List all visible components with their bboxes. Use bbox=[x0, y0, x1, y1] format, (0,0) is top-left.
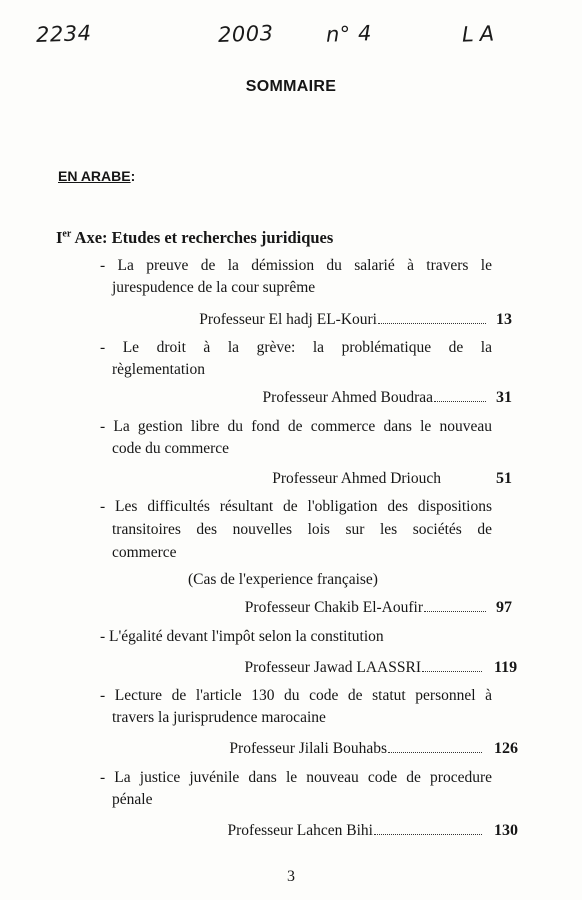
axe-title: Axe: Etudes et recherches juridiques bbox=[71, 228, 334, 247]
toc-entry-page-number: 13 bbox=[496, 311, 512, 328]
toc-entry-page-number: 130 bbox=[494, 822, 518, 839]
author-name: Professeur Jilali Bouhabs bbox=[229, 740, 387, 757]
page-title: SOMMAIRE bbox=[245, 78, 337, 95]
axe-ordinal-suffix: er bbox=[62, 228, 72, 240]
toc-entry-title-line: - La justice juvénile dans le nouveau code de procedure bbox=[100, 769, 492, 786]
toc-entry-title-line: commerce bbox=[112, 544, 177, 561]
toc-entry-title-line: jurespudence de la cour suprême bbox=[112, 279, 316, 296]
author-name: Professeur Ahmed Driouch bbox=[272, 470, 441, 487]
author-name: Professeur Ahmed Boudraa bbox=[262, 389, 433, 406]
axe-ordinal: I bbox=[56, 228, 63, 247]
dot-leader bbox=[442, 470, 486, 483]
handwritten-reference-number: 2234 bbox=[35, 21, 92, 47]
toc-entry-author bbox=[272, 469, 490, 489]
toc-entry-title-line: - L'égalité devant l'impôt selon la constitution bbox=[100, 628, 384, 645]
toc-entry-note: (Cas de l'experience française) bbox=[188, 571, 378, 588]
toc-entry-title-line: règlementation bbox=[112, 361, 205, 378]
dot-leader bbox=[388, 740, 482, 753]
toc-entry-title-line: - La preuve de la démission du salarié à travers le bbox=[100, 257, 492, 274]
author-name: Professeur Chakib El-Aoufir bbox=[244, 599, 423, 616]
author-name: Professeur El hadj EL-Kouri bbox=[199, 311, 377, 328]
section-heading bbox=[58, 168, 135, 184]
dot-leader bbox=[378, 311, 486, 324]
section-heading-label: EN ARABE bbox=[58, 168, 131, 184]
toc-entry-title-line: pénale bbox=[112, 791, 153, 808]
handwritten-issue-number: n° 4 bbox=[325, 21, 373, 47]
handwritten-year: 2003 bbox=[217, 21, 274, 47]
toc-entry-author bbox=[263, 388, 490, 408]
toc-entry-page-number: 31 bbox=[496, 389, 512, 406]
toc-entry-title-line: transitoires des nouvelles lois sur les sociétés de bbox=[112, 521, 492, 538]
toc-entry-title-line: - La gestion libre du fond de commerce dans le nouveau bbox=[100, 418, 492, 435]
toc-entry-author bbox=[199, 310, 490, 330]
author-name: Professeur Lahcen Bihi bbox=[227, 822, 373, 839]
dot-leader bbox=[422, 659, 482, 672]
toc-entry-page-number: 97 bbox=[496, 599, 512, 616]
handwritten-code: LA bbox=[461, 21, 501, 47]
author-name: Professeur Jawad LAASSRI bbox=[244, 659, 421, 676]
axe-heading bbox=[56, 228, 333, 248]
toc-entry-author bbox=[228, 821, 487, 841]
toc-entry-page-number: 51 bbox=[496, 470, 512, 487]
page-number: 3 bbox=[287, 868, 295, 885]
toc-entry-page-number: 126 bbox=[494, 740, 518, 757]
toc-entry-title-line: - Lecture de l'article 130 du code de statut personnel à bbox=[100, 687, 492, 704]
toc-entry-title-line: - Les difficultés résultant de l'obligation des dispositions bbox=[100, 498, 492, 515]
toc-entry-page-number: 119 bbox=[494, 659, 518, 676]
dot-leader bbox=[374, 822, 482, 835]
dot-leader bbox=[434, 389, 486, 402]
toc-entry-title-line: code du commerce bbox=[112, 440, 230, 457]
dot-leader bbox=[424, 599, 486, 612]
toc-entry-author bbox=[229, 739, 486, 759]
toc-entry-title-line: travers la jurisprudence marocaine bbox=[112, 709, 326, 726]
section-heading-colon: : bbox=[130, 168, 136, 184]
toc-entry-title-line: - Le droit à la grève: la problématique de la bbox=[100, 339, 492, 356]
toc-entry-author bbox=[244, 658, 486, 678]
toc-entry-author bbox=[245, 598, 490, 618]
